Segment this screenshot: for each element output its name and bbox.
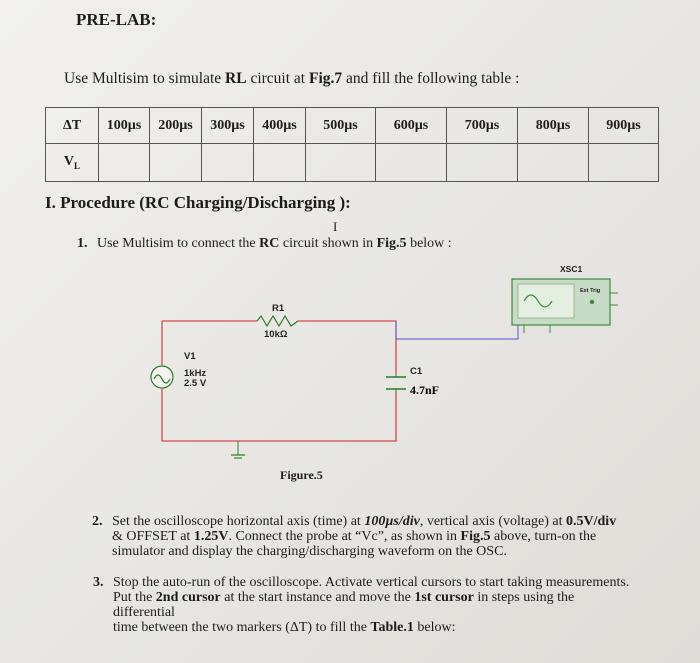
step3-cursor2: 2nd cursor (155, 590, 221, 605)
r1-name: R1 (272, 303, 285, 314)
step2-l2-mid: . Connect the probe at “Vc”, as shown in (228, 529, 461, 544)
step2-l1-pre: Set the oscilloscope horizontal axis (time) at (112, 514, 365, 529)
step-number: 3. (93, 575, 104, 590)
step3-l2-post: in steps using the differential (113, 590, 575, 620)
page-title: PRE-LAB: (76, 10, 157, 29)
step1-mid: circuit shown in (279, 236, 377, 251)
step1-fig: Fig.5 (376, 236, 407, 251)
scope-terminal-icon (590, 300, 594, 304)
table-cell[interactable] (447, 144, 518, 182)
table-header-cell: 100µs (99, 108, 150, 144)
scope-ext-trig: Ext Trig (580, 288, 601, 294)
probe-wire (396, 321, 518, 339)
step3-table-ref: Table.1 (370, 620, 414, 635)
step-number: 1. (77, 236, 88, 251)
step1-post: below : (406, 236, 452, 251)
table-cell[interactable] (589, 144, 659, 182)
step2-l1-mid: , vertical axis (voltage) at (419, 514, 567, 529)
r1-value: 10kΩ (264, 329, 288, 340)
intro-fig: Fig.7 (308, 70, 343, 87)
table-header-cell: 400µs (254, 108, 306, 144)
step2-offset: 1.25V (193, 529, 229, 544)
step3-l3-pre: time between the two markers (ΔT) to fill the (113, 620, 371, 635)
intro-circuit: RL (225, 70, 247, 87)
step3-line2 (93, 590, 633, 620)
intro-post: and fill the following table : (342, 70, 520, 87)
wire-top-right (298, 321, 396, 373)
table-cell[interactable] (99, 144, 150, 182)
step3-line1 (93, 575, 633, 590)
table-header-cell: 900µs (589, 108, 659, 144)
ac-source-v1 (151, 366, 173, 388)
v1-frequency: 1kHz (184, 368, 207, 379)
step2-volt-div: 0.5V/div (566, 514, 617, 529)
table-cell[interactable] (150, 144, 202, 182)
step3-l3-post: below: (413, 620, 456, 635)
table-header-cell: 800µs (518, 108, 589, 144)
step3-cursor1: 1st cursor (414, 590, 474, 605)
table-header-cell: ΔT (46, 108, 99, 144)
step3-line3 (93, 620, 633, 635)
step2-line1 (92, 514, 632, 529)
intro-text (64, 70, 520, 88)
step2-fig: Fig.5 (460, 529, 491, 544)
figure-caption: Figure.5 (280, 468, 323, 482)
table-header-row (46, 108, 659, 144)
table-cell[interactable] (518, 144, 589, 182)
wire-bottom (238, 393, 396, 441)
step2-time-div: 100µs/div (364, 514, 420, 529)
step3-l2-mid: at the start instance and move the (220, 590, 415, 605)
table-header-cell: 700µs (447, 108, 518, 144)
step-number: 2. (92, 514, 103, 529)
step-1 (77, 236, 452, 251)
table-header-cell: 500µs (306, 108, 376, 144)
c1-value: 4.7nF (410, 383, 440, 397)
table-cell[interactable] (254, 144, 306, 182)
intro-pre: Use Multisim to simulate (64, 70, 226, 87)
step1-pre: Use Multisim to connect the (97, 236, 260, 251)
text-cursor-icon: I (333, 219, 338, 234)
table-header-cell: 300µs (202, 108, 254, 144)
step3-l2-pre: Put the (113, 590, 156, 605)
step1-rc: RC (259, 236, 280, 251)
measurement-table (45, 107, 659, 182)
step-2 (92, 514, 632, 559)
step2-l2-post: above, turn-on the (490, 529, 597, 544)
v1-name: V1 (184, 351, 196, 362)
step2-line3: simulator and display the charging/discharging waveform on the OSC. (112, 544, 507, 559)
rc-circuit-diagram (140, 255, 620, 470)
step3-l1: Stop the auto-run of the oscilloscope. Activate vertical cursors to start taking measurements. (113, 575, 630, 590)
resistor-r1 (257, 316, 298, 326)
step2-line2 (92, 529, 632, 544)
oscilloscope-screen (518, 284, 574, 318)
table-cell[interactable] (376, 144, 447, 182)
step-3 (93, 575, 633, 635)
table-cell[interactable] (202, 144, 254, 182)
scope-name: XSC1 (560, 264, 583, 274)
intro-mid: circuit at (246, 70, 309, 87)
table-row (46, 144, 659, 182)
table-header-cell: 600µs (376, 108, 447, 144)
v1-amplitude: 2.5 V (184, 378, 207, 389)
table-header-cell: 200µs (150, 108, 202, 144)
step2-l2-pre: & OFFSET at (112, 529, 194, 544)
row-label-vl: $V_L$ (46, 144, 99, 182)
c1-name: C1 (410, 366, 423, 377)
table-cell[interactable] (306, 144, 376, 182)
procedure-heading: I. Procedure (RC Charging/Discharging ): (45, 193, 351, 212)
